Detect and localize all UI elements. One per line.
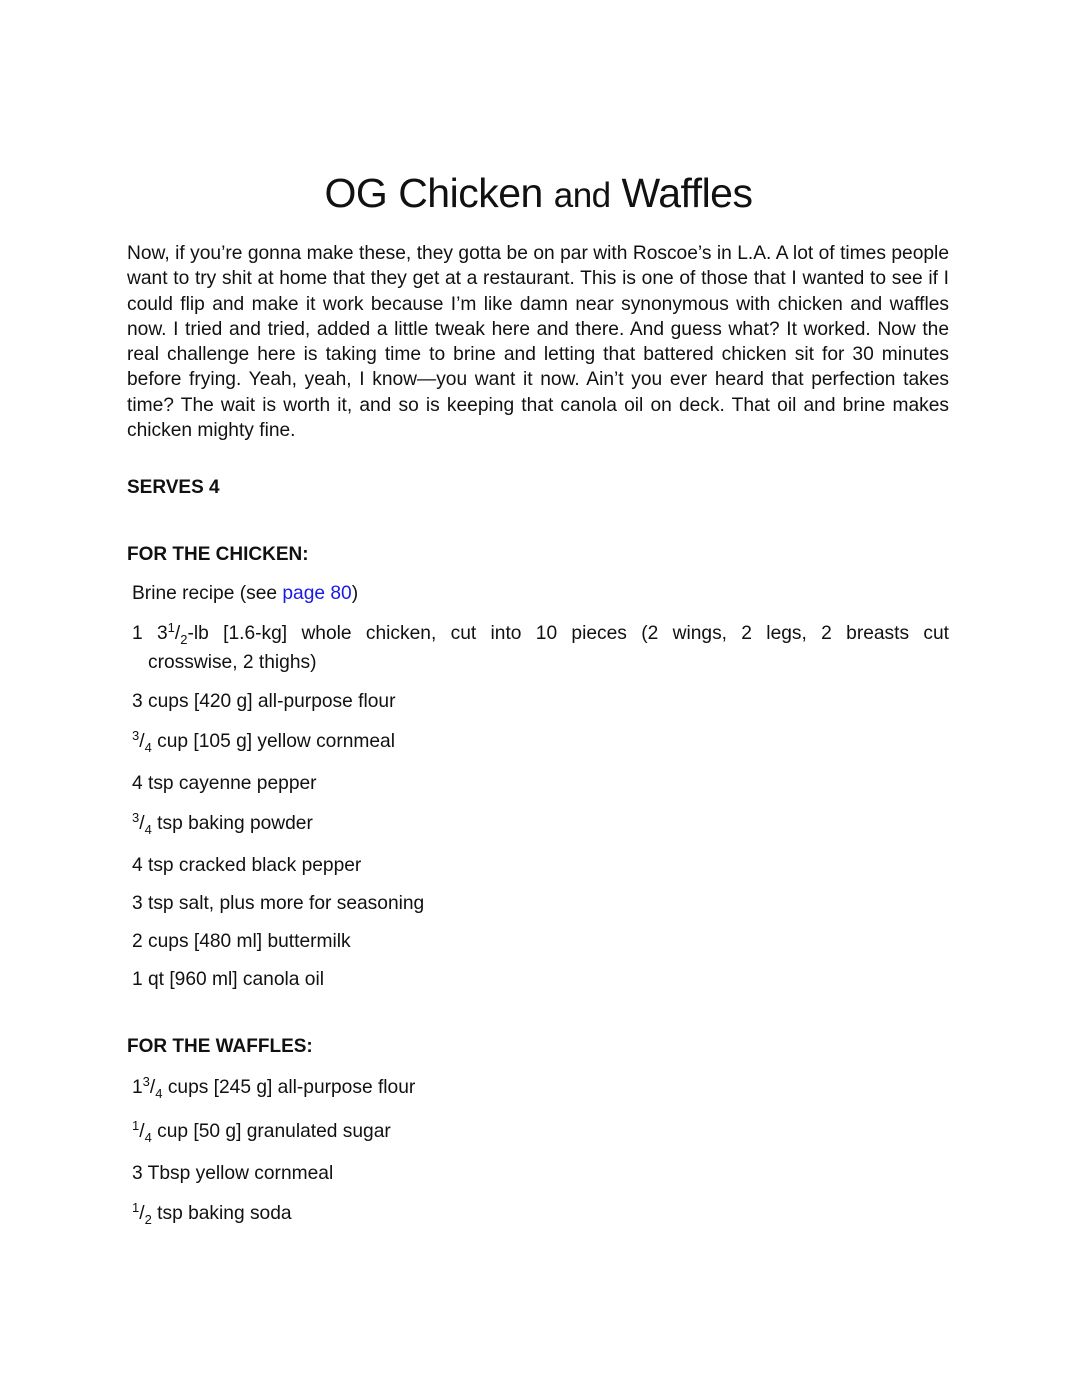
baking-soda-rest: tsp baking soda <box>151 1203 292 1224</box>
ingredient-canola-oil: 1 qt [960 ml] canola oil <box>132 969 324 990</box>
title-and: and <box>553 176 611 215</box>
cornmeal-rest: cup [105 g] yellow cornmeal <box>151 731 395 752</box>
page-title <box>0 168 1077 221</box>
fraction-denominator: 2 <box>180 632 188 647</box>
title-end: Waffles <box>621 170 753 216</box>
baking-powder-rest: tsp baking powder <box>151 813 313 834</box>
fraction-denominator: 4 <box>144 1130 152 1145</box>
sugar-rest: cup [50 g] granulated sugar <box>151 1121 391 1142</box>
ingredient-brine <box>132 579 949 608</box>
ingredient-baking-soda: $^1/_2$ tsp baking soda <box>132 1200 292 1227</box>
ingredient-whole-chicken: 1 $3^1/_2-lb$ [1.6-kg] whole chicken, cut into 10 pieces (2 wings, 2 legs, 2 breasts cut <box>132 620 949 647</box>
ingredient-buttermilk: 2 cups [480 ml] buttermilk <box>132 931 351 952</box>
ingredient-cornmeal: $^3/_4$ cup [105 g] yellow cornmeal <box>132 728 395 755</box>
fraction-numerator: 3 <box>132 810 140 825</box>
fraction-numerator: 1 <box>132 1118 140 1133</box>
fraction-numerator: 3 <box>132 728 140 743</box>
whole-chicken-rest: -lb [1.6-kg] whole chicken, cut into 10 pieces (2 wings, 2 legs, 2 breasts cut <box>187 623 949 644</box>
fraction-denominator: 4 <box>144 822 152 837</box>
brine-text-after: ) <box>351 583 359 604</box>
whole-chicken-lead: 1 3 <box>132 623 168 644</box>
waffles-heading: FOR THE WAFFLES: <box>127 1036 313 1057</box>
page-80-link[interactable]: page 80 <box>282 583 352 604</box>
fraction-numerator: 1 <box>132 1200 140 1215</box>
title-main: OG Chicken <box>324 170 543 216</box>
intro-paragraph: Now, if you’re gonna make these, they gotta be on par with Roscoe’s in L.A. A lot of times people want to try shit at home that they get at a restaurant. This is one of those that I wanted to see if I could flip and make it work because I’m like damn near synonymous with chicken and waffles now. I tried and tried, added a little tweak here and there. And guess what? It worked. Now the real challenge here is taking time to brine and letting that battered chicken sit for 30 minutes before frying. Yeah, yeah, I know—you want it now. Ain’t you ever heard that perfection takes time? The wait is worth it, and so is keeping that canola oil on deck. That oil and brine makes chicken mighty fine. <box>127 243 949 442</box>
ingredient-cayenne: 4 tsp cayenne pepper <box>132 773 317 794</box>
waffle-flour-lead: 1 <box>132 1077 143 1098</box>
chicken-heading: FOR THE CHICKEN: <box>127 544 309 565</box>
fraction-denominator: 2 <box>144 1212 152 1227</box>
ingredient-black-pepper: 4 tsp cracked black pepper <box>132 855 362 876</box>
fraction-numerator: 1 <box>167 620 175 635</box>
ingredient-salt: 3 tsp salt, plus more for seasoning <box>132 893 425 914</box>
serves-label: SERVES 4 <box>127 477 220 498</box>
ingredient-flour: 3 cups [420 g] all-purpose flour <box>132 691 396 712</box>
ingredient-baking-powder: $^3/_4$ tsp baking powder <box>132 810 313 837</box>
ingredient-waffle-cornmeal: 3 Tbsp yellow cornmeal <box>132 1163 334 1184</box>
waffle-flour-rest: cups [245 g] all-purpose flour <box>162 1077 416 1098</box>
fraction-denominator: 4 <box>144 740 152 755</box>
fraction-numerator: 3 <box>142 1074 150 1089</box>
brine-text-before: Brine recipe (see <box>132 583 283 604</box>
fraction-denominator: 4 <box>155 1086 163 1101</box>
ingredient-whole-chicken-continued: crosswise, 2 thighs) <box>148 652 317 673</box>
ingredient-sugar: $^1/_4$ cup [50 g] granulated sugar <box>132 1118 391 1145</box>
ingredient-waffle-flour: $1^3/_4$ cups [245 g] all-purpose flour <box>132 1074 416 1101</box>
